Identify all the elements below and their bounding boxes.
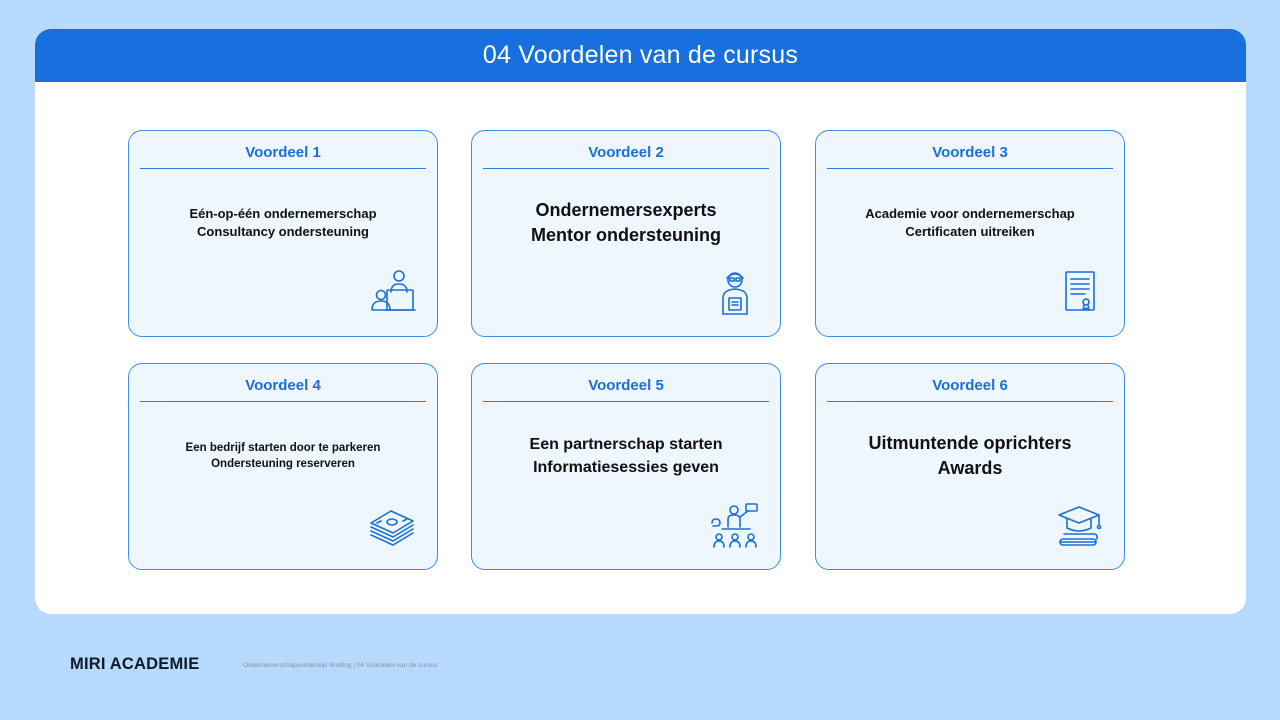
benefit-card-6 — [815, 363, 1125, 570]
card-title: Voordeel 2 — [588, 144, 664, 161]
mentor-icon — [710, 268, 760, 318]
card-text-line-1: Ondernemersexperts — [535, 199, 717, 220]
card-text-line-1: Een bedrijf starten door te parkeren — [185, 441, 381, 454]
card-text-line-2: Mentor ondersteuning — [531, 224, 721, 245]
card-text — [816, 169, 1124, 276]
card-text-line-1: Eén-op-één ondernemerschap — [189, 205, 377, 221]
card-title: Voordeel 6 — [932, 377, 1008, 394]
money-stack-icon — [367, 501, 417, 551]
brand-name: MIRI ACADEMIE — [70, 655, 200, 673]
benefit-card-4 — [128, 363, 438, 570]
card-title: Voordeel 5 — [588, 377, 664, 394]
card-text — [472, 169, 780, 276]
card-text — [472, 402, 780, 509]
card-text — [129, 169, 437, 276]
benefit-card-2 — [471, 130, 781, 337]
card-text — [129, 402, 437, 509]
card-text-line-2: Awards — [937, 457, 1003, 478]
benefit-card-1 — [128, 130, 438, 337]
card-text-line-2: Informatiesessies geven — [533, 458, 719, 476]
card-text-line-2: Ondersteuning reserveren — [211, 457, 355, 470]
benefit-card-3 — [815, 130, 1125, 337]
certificate-icon — [1054, 268, 1104, 318]
slide-title-bar — [35, 29, 1246, 82]
graduation-cap-icon — [1054, 501, 1104, 551]
card-text-line-1: Uitmuntende oprichters — [868, 432, 1072, 453]
card-title: Voordeel 3 — [932, 144, 1008, 161]
slide-title: 04 Voordelen van de cursus — [482, 41, 799, 69]
card-text-line-2: Certificaten uitreiken — [905, 223, 1035, 239]
card-title: Voordeel 4 — [245, 377, 321, 394]
card-title: Voordeel 1 — [245, 144, 321, 161]
slide-panel — [35, 29, 1246, 614]
benefit-card-5 — [471, 363, 781, 570]
footer-caption: Ondernemerschapsonderwijs Briefing | 04 Voordelen van de cursus — [243, 662, 438, 669]
consultant-computer-icon — [367, 268, 417, 318]
card-text-line-2: Consultancy ondersteuning — [197, 223, 369, 239]
card-text — [816, 402, 1124, 509]
card-text-line-1: Een partnerschap starten — [529, 435, 723, 453]
presentation-audience-icon — [710, 501, 760, 551]
card-text-line-1: Academie voor ondernemerschap — [865, 205, 1075, 221]
